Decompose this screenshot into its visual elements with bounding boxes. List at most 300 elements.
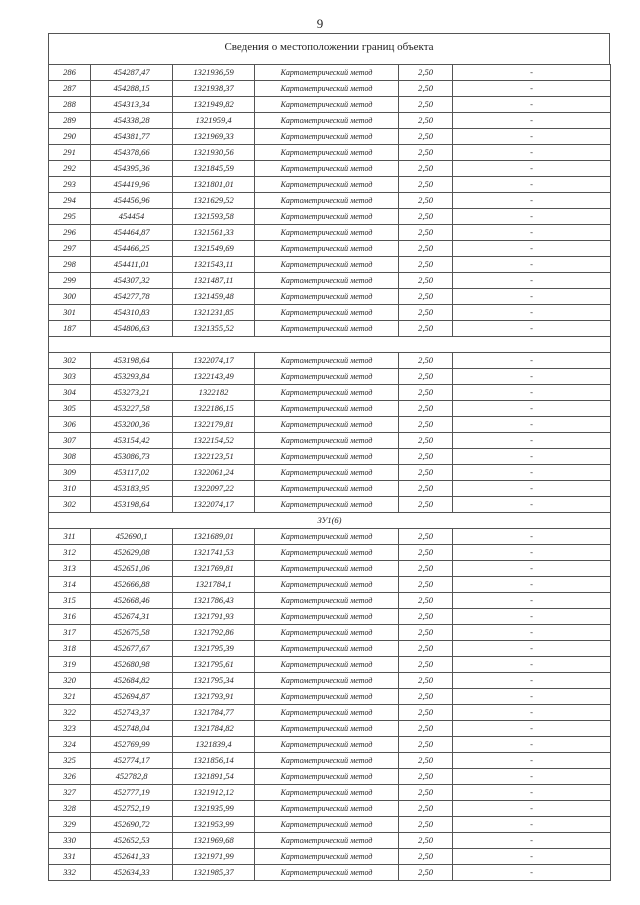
method-cell: Картометрический метод [255, 433, 399, 449]
x-coordinate-cell: 452684,82 [91, 673, 173, 689]
table-row [49, 113, 611, 129]
method-cell: Картометрический метод [255, 577, 399, 593]
y-coordinate-cell: 1321355,52 [173, 321, 255, 337]
x-coordinate-cell: 452752,19 [91, 801, 173, 817]
description-cell: - [453, 561, 611, 577]
accuracy-cell: 2,50 [399, 625, 453, 641]
description-cell: - [453, 737, 611, 753]
accuracy-cell: 2,50 [399, 417, 453, 433]
point-number-cell: 325 [49, 753, 91, 769]
x-coordinate-cell: 452743,37 [91, 705, 173, 721]
accuracy-cell: 2,50 [399, 545, 453, 561]
table-row [49, 433, 611, 449]
method-cell: Картометрический метод [255, 417, 399, 433]
point-number-cell: 314 [49, 577, 91, 593]
x-coordinate-cell: 453227,58 [91, 401, 173, 417]
method-cell: Картометрический метод [255, 529, 399, 545]
table-row [49, 129, 611, 145]
y-coordinate-cell: 1322074,17 [173, 497, 255, 513]
table-row [49, 529, 611, 545]
y-coordinate-cell: 1321689,01 [173, 529, 255, 545]
description-cell: - [453, 593, 611, 609]
accuracy-cell: 2,50 [399, 817, 453, 833]
y-coordinate-cell: 1321487,11 [173, 273, 255, 289]
y-coordinate-cell: 1321912,12 [173, 785, 255, 801]
accuracy-cell: 2,50 [399, 161, 453, 177]
x-coordinate-cell: 453293,84 [91, 369, 173, 385]
y-coordinate-cell: 1321969,68 [173, 833, 255, 849]
description-cell: - [453, 497, 611, 513]
description-cell: - [453, 449, 611, 465]
point-number-cell: 329 [49, 817, 91, 833]
y-coordinate-cell: 1321784,77 [173, 705, 255, 721]
x-coordinate-cell: 454411,01 [91, 257, 173, 273]
accuracy-cell: 2,50 [399, 401, 453, 417]
x-coordinate-cell: 453273,21 [91, 385, 173, 401]
method-cell: Картометрический метод [255, 65, 399, 81]
point-number-cell: 317 [49, 625, 91, 641]
accuracy-cell: 2,50 [399, 65, 453, 81]
table-row [49, 545, 611, 561]
x-coordinate-cell: 453154,42 [91, 433, 173, 449]
description-cell: - [453, 625, 611, 641]
table-row [49, 737, 611, 753]
accuracy-cell: 2,50 [399, 449, 453, 465]
description-cell: - [453, 321, 611, 337]
description-cell: - [453, 385, 611, 401]
y-coordinate-cell: 1322186,15 [173, 401, 255, 417]
description-cell: - [453, 97, 611, 113]
x-coordinate-cell: 454464,87 [91, 225, 173, 241]
x-coordinate-cell: 452677,67 [91, 641, 173, 657]
x-coordinate-cell: 452777,19 [91, 785, 173, 801]
table-row [49, 97, 611, 113]
method-cell: Картометрический метод [255, 641, 399, 657]
section-header-row [49, 513, 611, 529]
y-coordinate-cell: 1322123,51 [173, 449, 255, 465]
description-cell: - [453, 721, 611, 737]
x-coordinate-cell: 454338,28 [91, 113, 173, 129]
y-coordinate-cell: 1321801,01 [173, 177, 255, 193]
description-cell: - [453, 481, 611, 497]
y-coordinate-cell: 1322154,52 [173, 433, 255, 449]
y-coordinate-cell: 1321969,33 [173, 129, 255, 145]
method-cell: Картометрический метод [255, 81, 399, 97]
point-number-cell: 316 [49, 609, 91, 625]
y-coordinate-cell: 1321938,37 [173, 81, 255, 97]
y-coordinate-cell: 1321839,4 [173, 737, 255, 753]
table-row [49, 273, 611, 289]
method-cell: Картометрический метод [255, 481, 399, 497]
description-cell: - [453, 577, 611, 593]
table-row [49, 385, 611, 401]
accuracy-cell: 2,50 [399, 241, 453, 257]
table-row [49, 225, 611, 241]
point-number-cell: 289 [49, 113, 91, 129]
section-label: ЗУ1(6) [49, 513, 611, 529]
table-row [49, 625, 611, 641]
description-cell: - [453, 769, 611, 785]
y-coordinate-cell: 1321792,86 [173, 625, 255, 641]
method-cell: Картометрический метод [255, 449, 399, 465]
y-coordinate-cell: 1321629,52 [173, 193, 255, 209]
table-row [49, 305, 611, 321]
point-number-cell: 328 [49, 801, 91, 817]
boundary-table [48, 64, 611, 881]
method-cell: Картометрический метод [255, 849, 399, 865]
accuracy-cell: 2,50 [399, 721, 453, 737]
x-coordinate-cell: 452668,46 [91, 593, 173, 609]
description-cell: - [453, 833, 611, 849]
description-cell: - [453, 273, 611, 289]
point-number-cell: 332 [49, 865, 91, 881]
x-coordinate-cell: 454378,66 [91, 145, 173, 161]
description-cell: - [453, 113, 611, 129]
boundary-table-body [49, 65, 611, 881]
table-row [49, 769, 611, 785]
method-cell: Картометрический метод [255, 145, 399, 161]
y-coordinate-cell: 1321543,11 [173, 257, 255, 273]
method-cell: Картометрический метод [255, 689, 399, 705]
table-row [49, 833, 611, 849]
description-cell: - [453, 465, 611, 481]
x-coordinate-cell: 453198,64 [91, 353, 173, 369]
description-cell: - [453, 161, 611, 177]
point-number-cell: 322 [49, 705, 91, 721]
x-coordinate-cell: 454381,77 [91, 129, 173, 145]
x-coordinate-cell: 452651,06 [91, 561, 173, 577]
x-coordinate-cell: 452652,53 [91, 833, 173, 849]
description-cell: - [453, 129, 611, 145]
accuracy-cell: 2,50 [399, 321, 453, 337]
x-coordinate-cell: 452675,58 [91, 625, 173, 641]
description-cell: - [453, 289, 611, 305]
x-coordinate-cell: 452666,88 [91, 577, 173, 593]
method-cell: Картометрический метод [255, 801, 399, 817]
table-row [49, 257, 611, 273]
point-number-cell: 300 [49, 289, 91, 305]
method-cell: Картометрический метод [255, 241, 399, 257]
x-coordinate-cell: 452769,99 [91, 737, 173, 753]
point-number-cell: 288 [49, 97, 91, 113]
point-number-cell: 287 [49, 81, 91, 97]
accuracy-cell: 2,50 [399, 705, 453, 721]
x-coordinate-cell: 454454 [91, 209, 173, 225]
point-number-cell: 298 [49, 257, 91, 273]
y-coordinate-cell: 1321959,4 [173, 113, 255, 129]
table-row [49, 65, 611, 81]
point-number-cell: 327 [49, 785, 91, 801]
accuracy-cell: 2,50 [399, 753, 453, 769]
accuracy-cell: 2,50 [399, 465, 453, 481]
accuracy-cell: 2,50 [399, 641, 453, 657]
point-number-cell: 318 [49, 641, 91, 657]
point-number-cell: 306 [49, 417, 91, 433]
y-coordinate-cell: 1321795,61 [173, 657, 255, 673]
x-coordinate-cell: 452674,31 [91, 609, 173, 625]
point-number-cell: 293 [49, 177, 91, 193]
point-number-cell: 295 [49, 209, 91, 225]
table-row [49, 673, 611, 689]
table-row [49, 369, 611, 385]
accuracy-cell: 2,50 [399, 385, 453, 401]
y-coordinate-cell: 1322074,17 [173, 353, 255, 369]
method-cell: Картометрический метод [255, 609, 399, 625]
method-cell: Картометрический метод [255, 209, 399, 225]
accuracy-cell: 2,50 [399, 801, 453, 817]
description-cell: - [453, 849, 611, 865]
method-cell: Картометрический метод [255, 657, 399, 673]
accuracy-cell: 2,50 [399, 577, 453, 593]
table-row [49, 321, 611, 337]
table-row [49, 753, 611, 769]
y-coordinate-cell: 1321561,33 [173, 225, 255, 241]
accuracy-cell: 2,50 [399, 257, 453, 273]
table-row [49, 353, 611, 369]
accuracy-cell: 2,50 [399, 561, 453, 577]
point-number-cell: 292 [49, 161, 91, 177]
point-number-cell: 301 [49, 305, 91, 321]
method-cell: Картометрический метод [255, 193, 399, 209]
x-coordinate-cell: 452774,17 [91, 753, 173, 769]
y-coordinate-cell: 1321971,99 [173, 849, 255, 865]
method-cell: Картометрический метод [255, 737, 399, 753]
accuracy-cell: 2,50 [399, 657, 453, 673]
description-cell: - [453, 705, 611, 721]
table-row [49, 81, 611, 97]
method-cell: Картометрический метод [255, 161, 399, 177]
description-cell: - [453, 673, 611, 689]
method-cell: Картометрический метод [255, 465, 399, 481]
y-coordinate-cell: 1321793,91 [173, 689, 255, 705]
y-coordinate-cell: 1321769,81 [173, 561, 255, 577]
table-row [49, 817, 611, 833]
blank-separator-row [49, 337, 611, 353]
boundary-sheet [48, 33, 610, 881]
method-cell: Картометрический метод [255, 177, 399, 193]
accuracy-cell: 2,50 [399, 609, 453, 625]
x-coordinate-cell: 452782,8 [91, 769, 173, 785]
point-number-cell: 304 [49, 385, 91, 401]
accuracy-cell: 2,50 [399, 737, 453, 753]
table-row [49, 401, 611, 417]
x-coordinate-cell: 454313,34 [91, 97, 173, 113]
method-cell: Картометрический метод [255, 625, 399, 641]
x-coordinate-cell: 452634,33 [91, 865, 173, 881]
y-coordinate-cell: 1322182 [173, 385, 255, 401]
y-coordinate-cell: 1321593,58 [173, 209, 255, 225]
x-coordinate-cell: 453117,02 [91, 465, 173, 481]
y-coordinate-cell: 1321936,59 [173, 65, 255, 81]
x-coordinate-cell: 454395,36 [91, 161, 173, 177]
x-coordinate-cell: 452680,98 [91, 657, 173, 673]
table-row [49, 161, 611, 177]
description-cell: - [453, 529, 611, 545]
table-row [49, 801, 611, 817]
table-row [49, 465, 611, 481]
method-cell: Картометрический метод [255, 545, 399, 561]
method-cell: Картометрический метод [255, 833, 399, 849]
point-number-cell: 331 [49, 849, 91, 865]
accuracy-cell: 2,50 [399, 593, 453, 609]
point-number-cell: 303 [49, 369, 91, 385]
method-cell: Картометрический метод [255, 385, 399, 401]
point-number-cell: 299 [49, 273, 91, 289]
description-cell: - [453, 801, 611, 817]
y-coordinate-cell: 1321795,39 [173, 641, 255, 657]
y-coordinate-cell: 1322061,24 [173, 465, 255, 481]
accuracy-cell: 2,50 [399, 849, 453, 865]
method-cell: Картометрический метод [255, 129, 399, 145]
point-number-cell: 324 [49, 737, 91, 753]
y-coordinate-cell: 1321935,99 [173, 801, 255, 817]
method-cell: Картометрический метод [255, 817, 399, 833]
description-cell: - [453, 241, 611, 257]
description-cell: - [453, 209, 611, 225]
point-number-cell: 294 [49, 193, 91, 209]
accuracy-cell: 2,50 [399, 81, 453, 97]
y-coordinate-cell: 1322143,49 [173, 369, 255, 385]
accuracy-cell: 2,50 [399, 129, 453, 145]
x-coordinate-cell: 453086,73 [91, 449, 173, 465]
accuracy-cell: 2,50 [399, 673, 453, 689]
point-number-cell: 309 [49, 465, 91, 481]
accuracy-cell: 2,50 [399, 113, 453, 129]
description-cell: - [453, 305, 611, 321]
x-coordinate-cell: 453198,64 [91, 497, 173, 513]
x-coordinate-cell: 452748,04 [91, 721, 173, 737]
description-cell: - [453, 369, 611, 385]
accuracy-cell: 2,50 [399, 833, 453, 849]
x-coordinate-cell: 454288,15 [91, 81, 173, 97]
method-cell: Картометрический метод [255, 225, 399, 241]
description-cell: - [453, 257, 611, 273]
method-cell: Картометрический метод [255, 865, 399, 881]
method-cell: Картометрический метод [255, 705, 399, 721]
table-row [49, 577, 611, 593]
method-cell: Картометрический метод [255, 673, 399, 689]
point-number-cell: 311 [49, 529, 91, 545]
point-number-cell: 319 [49, 657, 91, 673]
accuracy-cell: 2,50 [399, 145, 453, 161]
table-row [49, 177, 611, 193]
description-cell: - [453, 817, 611, 833]
method-cell: Картометрический метод [255, 369, 399, 385]
y-coordinate-cell: 1321784,82 [173, 721, 255, 737]
method-cell: Картометрический метод [255, 401, 399, 417]
accuracy-cell: 2,50 [399, 305, 453, 321]
description-cell: - [453, 81, 611, 97]
method-cell: Картометрический метод [255, 497, 399, 513]
description-cell: - [453, 689, 611, 705]
accuracy-cell: 2,50 [399, 433, 453, 449]
x-coordinate-cell: 452641,33 [91, 849, 173, 865]
description-cell: - [453, 657, 611, 673]
accuracy-cell: 2,50 [399, 529, 453, 545]
x-coordinate-cell: 454419,96 [91, 177, 173, 193]
table-row [49, 849, 611, 865]
y-coordinate-cell: 1321949,82 [173, 97, 255, 113]
table-row [49, 689, 611, 705]
accuracy-cell: 2,50 [399, 497, 453, 513]
table-title: Сведения о местоположении границ объекта [48, 33, 610, 60]
table-row [49, 289, 611, 305]
method-cell: Картометрический метод [255, 785, 399, 801]
point-number-cell: 291 [49, 145, 91, 161]
y-coordinate-cell: 1321985,37 [173, 865, 255, 881]
table-row [49, 145, 611, 161]
y-coordinate-cell: 1321784,1 [173, 577, 255, 593]
table-row [49, 657, 611, 673]
accuracy-cell: 2,50 [399, 225, 453, 241]
accuracy-cell: 2,50 [399, 785, 453, 801]
accuracy-cell: 2,50 [399, 209, 453, 225]
x-coordinate-cell: 454307,32 [91, 273, 173, 289]
accuracy-cell: 2,50 [399, 769, 453, 785]
method-cell: Картометрический метод [255, 257, 399, 273]
accuracy-cell: 2,50 [399, 289, 453, 305]
description-cell: - [453, 401, 611, 417]
y-coordinate-cell: 1321786,43 [173, 593, 255, 609]
y-coordinate-cell: 1321930,56 [173, 145, 255, 161]
method-cell: Картометрический метод [255, 321, 399, 337]
method-cell: Картометрический метод [255, 273, 399, 289]
x-coordinate-cell: 453183,95 [91, 481, 173, 497]
y-coordinate-cell: 1321549,69 [173, 241, 255, 257]
x-coordinate-cell: 452690,1 [91, 529, 173, 545]
point-number-cell: 307 [49, 433, 91, 449]
accuracy-cell: 2,50 [399, 353, 453, 369]
point-number-cell: 326 [49, 769, 91, 785]
table-row [49, 721, 611, 737]
description-cell: - [453, 225, 611, 241]
point-number-cell: 315 [49, 593, 91, 609]
description-cell: - [453, 417, 611, 433]
table-row [49, 417, 611, 433]
accuracy-cell: 2,50 [399, 865, 453, 881]
y-coordinate-cell: 1321791,93 [173, 609, 255, 625]
description-cell: - [453, 177, 611, 193]
point-number-cell: 286 [49, 65, 91, 81]
point-number-cell: 302 [49, 497, 91, 513]
x-coordinate-cell: 454287,47 [91, 65, 173, 81]
table-row [49, 497, 611, 513]
point-number-cell: 290 [49, 129, 91, 145]
point-number-cell: 296 [49, 225, 91, 241]
point-number-cell: 330 [49, 833, 91, 849]
method-cell: Картометрический метод [255, 289, 399, 305]
x-coordinate-cell: 452690,72 [91, 817, 173, 833]
description-cell: - [453, 145, 611, 161]
point-number-cell: 310 [49, 481, 91, 497]
x-coordinate-cell: 453200,36 [91, 417, 173, 433]
description-cell: - [453, 65, 611, 81]
y-coordinate-cell: 1321459,48 [173, 289, 255, 305]
table-row [49, 593, 611, 609]
method-cell: Картометрический метод [255, 769, 399, 785]
x-coordinate-cell: 452694,87 [91, 689, 173, 705]
y-coordinate-cell: 1321953,99 [173, 817, 255, 833]
description-cell: - [453, 433, 611, 449]
point-number-cell: 320 [49, 673, 91, 689]
description-cell: - [453, 641, 611, 657]
x-coordinate-cell: 454466,25 [91, 241, 173, 257]
y-coordinate-cell: 1322097,22 [173, 481, 255, 497]
x-coordinate-cell: 454310,83 [91, 305, 173, 321]
table-row [49, 561, 611, 577]
point-number-cell: 305 [49, 401, 91, 417]
y-coordinate-cell: 1321795,34 [173, 673, 255, 689]
